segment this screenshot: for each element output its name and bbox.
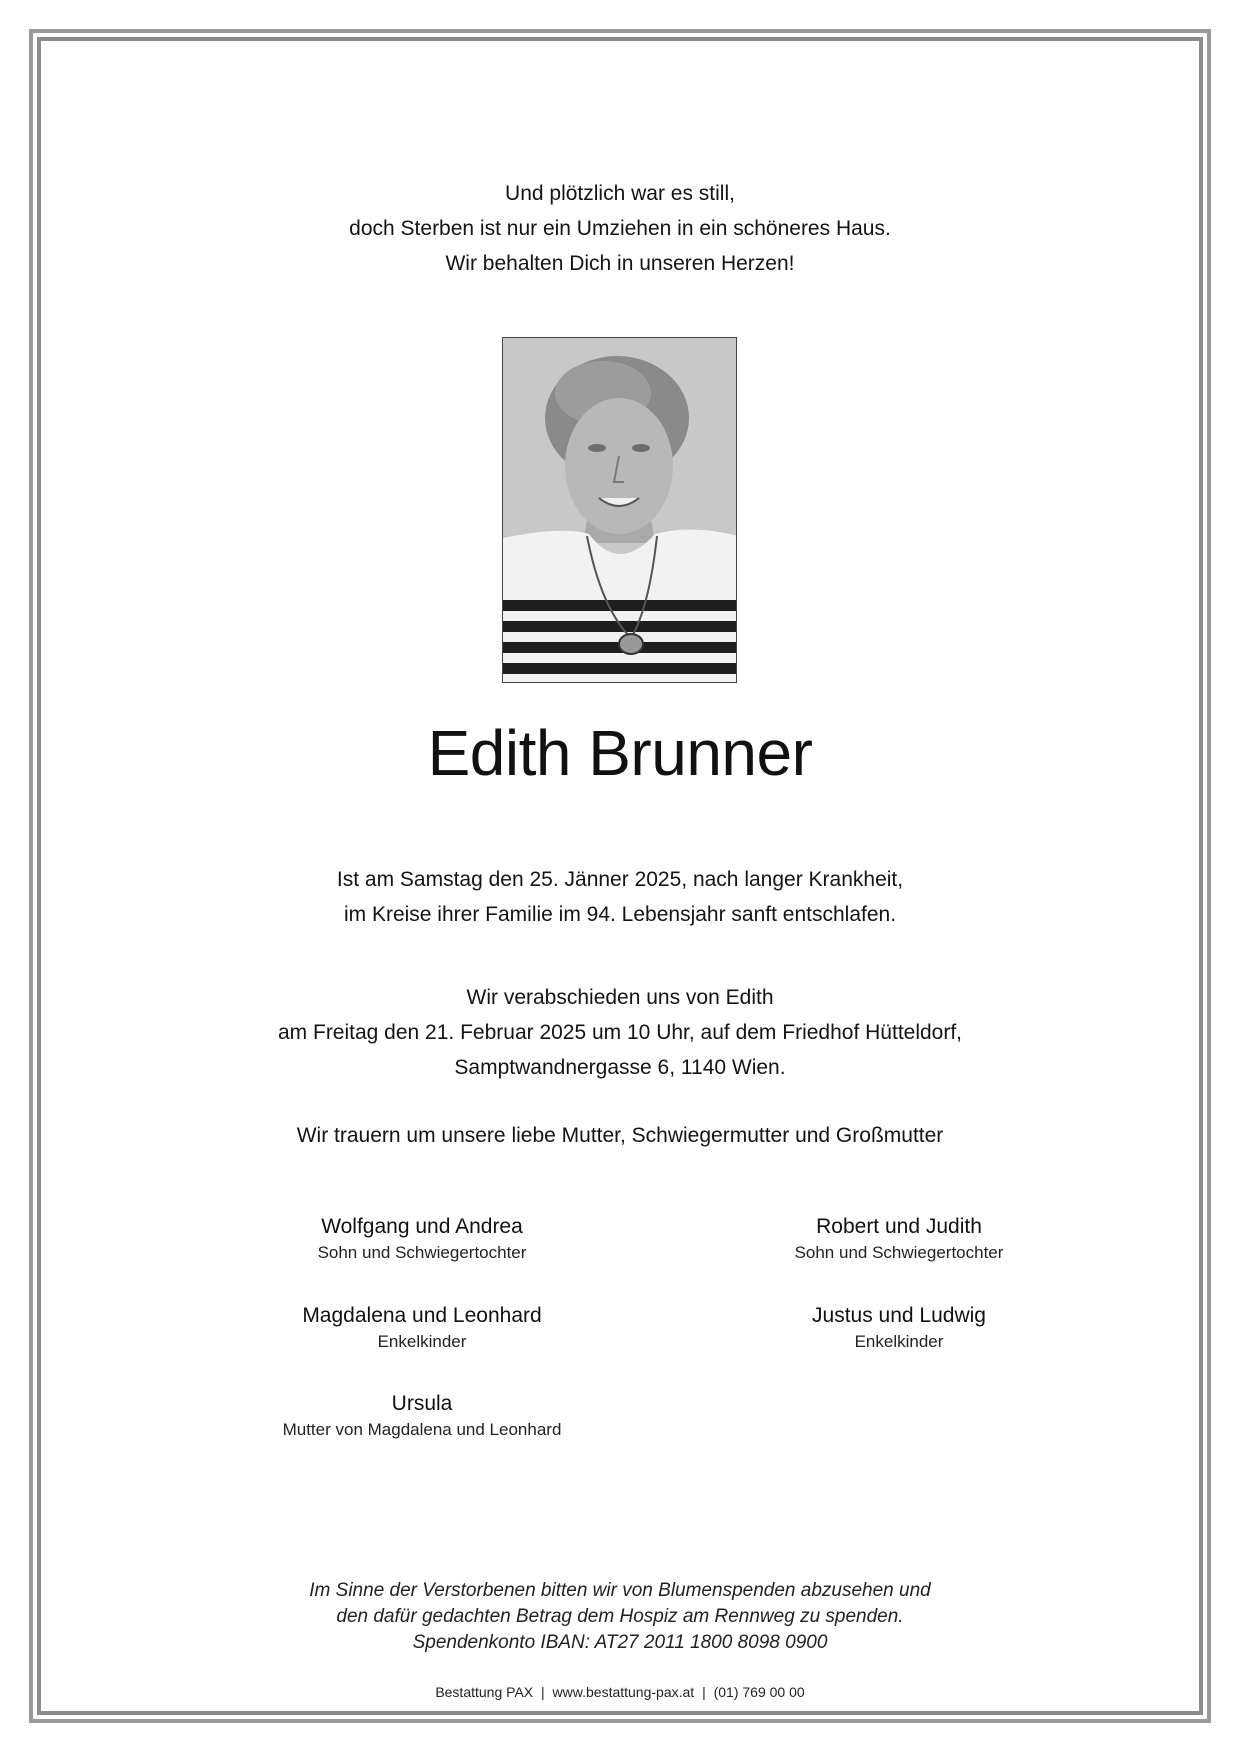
donation-request bbox=[41, 1578, 1199, 1656]
mourner-relation: Enkelkinder bbox=[377, 1332, 467, 1351]
donation-line: Im Sinne der Verstorbenen bitten wir von Blumenspenden abzusehen und bbox=[309, 1580, 931, 1601]
mourner-relation: Enkelkinder bbox=[854, 1332, 944, 1351]
mourner-name: Justus und Ludwig bbox=[812, 1304, 986, 1327]
portrait-photo-icon bbox=[503, 338, 737, 683]
mourner-relation: Sohn und Schwiegertochter bbox=[317, 1243, 527, 1262]
mourner-relation: Mutter von Magdalena und Leonhard bbox=[282, 1420, 562, 1439]
motto-line: doch Sterben ist nur ein Umziehen in ein schöneres Haus. bbox=[349, 217, 891, 240]
mourner-entry bbox=[222, 1213, 622, 1265]
obituary-page bbox=[41, 41, 1199, 1711]
announcement-line: im Kreise ihrer Familie im 94. Lebensjahr sanft entschlafen. bbox=[343, 903, 897, 926]
deceased-name: Edith Brunner bbox=[427, 717, 813, 789]
mourner-relation: Sohn und Schwiegertochter bbox=[794, 1243, 1004, 1262]
mourning-statement bbox=[41, 1118, 1199, 1153]
motto-verse bbox=[41, 176, 1199, 281]
mourning-line: Wir trauern um unsere liebe Mutter, Schwiegermutter und Großmutter bbox=[296, 1124, 944, 1147]
separator: | bbox=[541, 1684, 545, 1700]
mourner-entry bbox=[699, 1213, 1099, 1265]
mourner-name: Robert und Judith bbox=[816, 1215, 982, 1238]
mourner-entry bbox=[222, 1390, 622, 1442]
website-link[interactable]: www.bestattung-pax.at bbox=[552, 1684, 695, 1700]
mourner-entry bbox=[699, 1302, 1099, 1354]
company-name: Bestattung PAX bbox=[435, 1684, 534, 1700]
funeral-line: Samptwandnergasse 6, 1140 Wien. bbox=[454, 1056, 786, 1079]
mourner-name: Ursula bbox=[391, 1392, 453, 1415]
mourner-entry bbox=[222, 1302, 622, 1354]
funeral-line: am Freitag den 21. Februar 2025 um 10 Uhr, auf dem Friedhof Hütteldorf, bbox=[277, 1021, 963, 1044]
funeral-details bbox=[41, 980, 1199, 1085]
donation-line: den dafür gedachten Betrag dem Hospiz am Rennweg zu spenden. bbox=[336, 1606, 904, 1627]
portrait-photo bbox=[502, 337, 737, 683]
motto-line: Und plötzlich war es still, bbox=[505, 182, 735, 205]
donation-iban: Spendenkonto IBAN: AT27 2011 1800 8098 0900 bbox=[412, 1632, 828, 1653]
mourner-name: Magdalena und Leonhard bbox=[302, 1304, 542, 1327]
death-announcement bbox=[41, 862, 1199, 932]
mourner-name: Wolfgang und Andrea bbox=[321, 1215, 523, 1238]
announcement-line: Ist am Samstag den 25. Jänner 2025, nach langer Krankheit, bbox=[336, 868, 904, 891]
funeral-line: Wir verabschieden uns von Edith bbox=[466, 986, 774, 1009]
funeral-home-footer bbox=[41, 1682, 1199, 1702]
motto-line: Wir behalten Dich in unseren Herzen! bbox=[445, 252, 795, 275]
phone-number[interactable]: (01) 769 00 00 bbox=[713, 1684, 805, 1700]
separator: | bbox=[702, 1684, 706, 1700]
